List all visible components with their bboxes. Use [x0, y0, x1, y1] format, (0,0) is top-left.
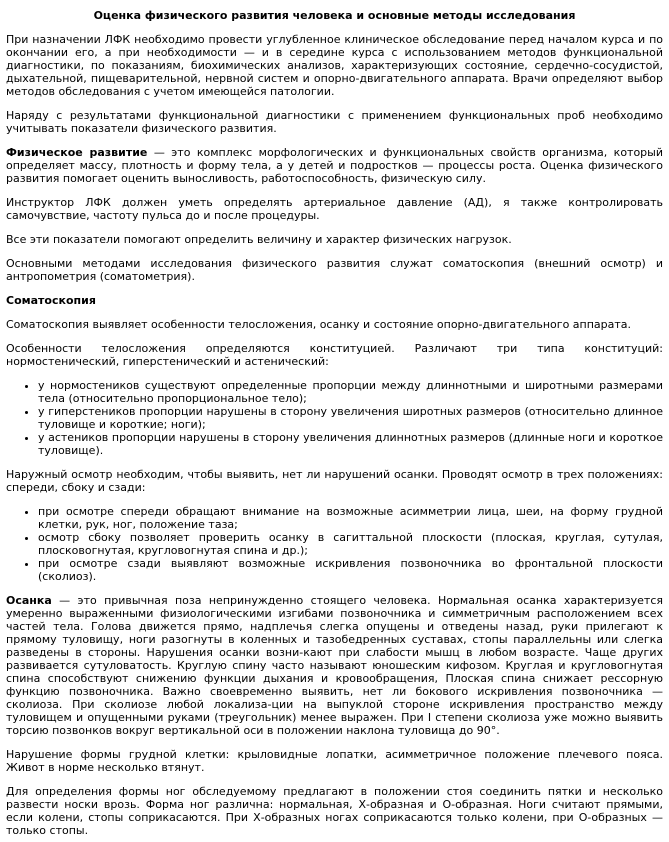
paragraph-methods: Основными методами исследования физического развития служат соматоскопия (внешний осмотр) и антропометрия (соматометрия).: [6, 257, 663, 283]
constitution-types-list: [6, 379, 663, 457]
list-item: • при осмотре сзади выявляют возможные искривления позвоночника во фронтальной плоскости (сколиоз).: [38, 557, 663, 583]
section-heading-somatoscopy: Соматоскопия: [6, 294, 96, 307]
paragraph-instructor: Инструктор ЛФК должен уметь определять артериальное давление (АД), я также контролировать самочувствие, частоту пульса до и после процедуры.: [6, 196, 663, 222]
list-item: • у астеников пропорции нарушены в сторону увеличения длиннотных размеров (длинные ноги и короткое туловище).: [38, 431, 663, 457]
paragraph-somatoscopy: Соматоскопия выявляет особенности телосложения, осанку и состояние опорно-двигательного аппарата.: [6, 318, 632, 331]
list-item: • у нормостеников существуют определенные пропорции между длиннотными и широтными размерами тела (относительно пропорциональное тело);: [38, 379, 663, 405]
term-posture: Осанка: [6, 594, 52, 607]
intro-paragraph: При назначении ЛФК необходимо провести углубленное клиническое обследование перед началом курса и по окончании его, а при необходимости — и в середине курса с использованием методов функциональной диагностики, по показаниям, биохимических анализов, характеризующих состояние, сердечно-сосудистой, дыхательной, пищеварительной, нервной систем и опорно-двигательного аппарата. Врачи определяют выбор методов обследования с учетом имеющейся патологии.: [6, 33, 663, 98]
definition-physical-development: — это комплекс морфологических и функциональных свойств организма, который определяет массу, плотность и форму тела, а у детей и подростков — процессы роста. Оценка физического развития помогает оценить выносливость, работоспособность, физическую силу.: [6, 146, 663, 185]
paragraph-leg-shape: Для определения формы ног обследуемому предлагают в положении стоя соединить пятки и несколько развести носки врозь. Форма ног различна: нормальная, Х-образная и О-образная. Ноги считают прямыми, если колени, стопы соприкасаются. При Х-образных ногах соприкасаются только колени, при О-образных — только стопы.: [6, 785, 663, 837]
paragraph-chest-shape: Нарушение формы грудной клетки: крыловидные лопатки, асимметричное положение плечевого пояса. Живот в норме несколько втянут.: [6, 748, 663, 774]
list-item: • у гиперстеников пропорции нарушены в сторону увеличения широтных размеров (относительно длинное туловище и короткие; ноги);: [38, 405, 663, 431]
page-title: Оценка физического развития человека и основные методы исследования: [93, 9, 576, 22]
list-item: • при осмотре спереди обращают внимание на возможные асимметрии лица, шеи, на форму грудной клетки, рук, ног, положение таза;: [38, 505, 663, 531]
term-physical-development: Физическое развитие: [6, 146, 148, 159]
paragraph-external-exam: Наружный осмотр необходим, чтобы выявить, нет ли нарушений осанки. Проводят осмотр в трех положениях: спереди, сбоку и сзади:: [6, 468, 663, 494]
paragraph-constitution: Особенности телосложения определяются конституцией. Различают три типа конституций: нормостенический, гиперстенический и астенический:: [6, 342, 663, 368]
definition-posture: — это привычная поза непринужденно стоящего человека. Нормальная осанка характеризуется умеренно выраженными физиологическими изгибами позвоночника и симметричным расположением всех частей тела. Голова движется прямо, надплечья слегка опущены и отведены назад, руки прилегают к прямому туловищу, ноги разогнуты в коленных и тазобедренных суставах, стопы параллельны или слегка разведены в стороны. Нарушения осанки возни-кают при слабости мышц в любом возрасте. Чаще других развивается сутуловатость. Круглую спину часто называют юношеским кифозом. Круглая и кругловогнутая спина способствуют снижению функции дыхания и кровообращения, Плоская спина снижает рессорную функцию позвоночника. Важно своевременно выявить, нет ли бокового искривления позвоночника — сколиоза. При сколиозе любой локализа-ции на выпуклой стороне искривления пространство между туловищем и опущенными руками (треугольник) менее выражен. При I степени сколиоза уже можно выявить торсию позвонков вокруг вертикальной оси в положении наклона туловища до 90°.: [6, 594, 663, 737]
paragraph-indicators: Все эти показатели помогают определить величину и характер физических нагрузок.: [6, 233, 512, 246]
list-item: • осмотр сбоку позволяет проверить осанку в сагиттальной плоскости (плоская, круглая, сутулая, плосковогнутая, кругловогнутая спина и др.);: [38, 531, 663, 557]
exam-positions-list: [6, 505, 663, 583]
paragraph-physical-development: [6, 146, 663, 185]
paragraph-functional-diagnostics: Наряду с результатами функциональной диагностики с применением функциональных проб необходимо учитывать показатели физического развития.: [6, 109, 663, 135]
paragraph-posture: [6, 594, 663, 737]
